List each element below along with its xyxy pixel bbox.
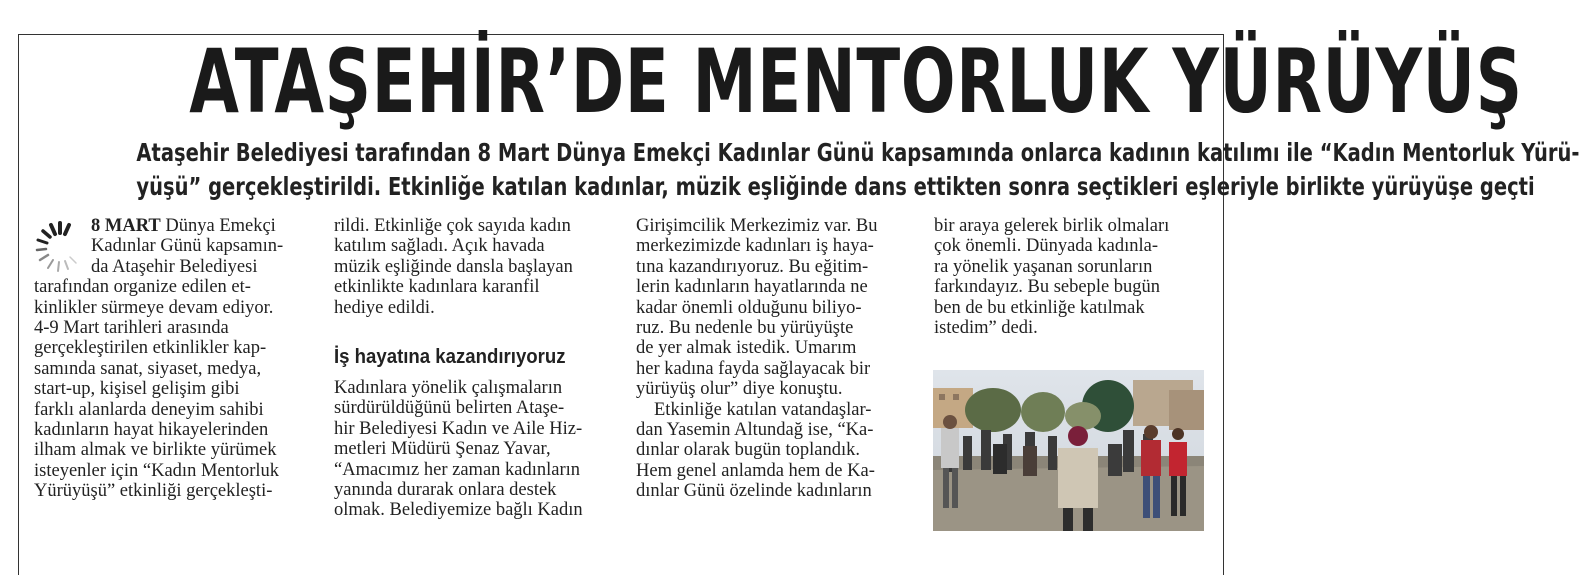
headline: ATAŞEHİR’DE MENTORLUK YÜRÜYÜŞ bbox=[189, 30, 1523, 133]
column-2-line: hediye edildi. bbox=[334, 297, 435, 318]
column-1-line: kadınların hayat hikayelerinden bbox=[34, 420, 269, 441]
column-1-line: Kadınlar Günü kapsamın- bbox=[91, 236, 284, 257]
column-4-line: bir araya gelerek birlik olmaları bbox=[934, 216, 1170, 236]
column-4-line: istedim” dedi. bbox=[934, 318, 1038, 339]
column-1-line: farklı alanlarda deneyim sahibi bbox=[34, 399, 264, 420]
column-4-line: farkındayız. Bu sebeple bugün bbox=[934, 277, 1161, 298]
column-3-line: Girişimcilik Merkezimiz var. Bu bbox=[636, 216, 878, 236]
column-2-line: “Amacımız her zaman kadınların bbox=[334, 459, 581, 480]
column-3-line: tına kazandırıyoruz. Bu eğitim- bbox=[636, 256, 869, 277]
column-3-line: dınlar Günü özelinde kadınların bbox=[636, 481, 872, 502]
column-2-line: sürdürüldüğünü belirten Ataşe- bbox=[334, 398, 565, 419]
column-2-line: Kadınlara yönelik çalışmaların bbox=[334, 378, 563, 398]
column-1-line: Yürüyüşü” etkinliği gerçekleşti- bbox=[34, 481, 273, 502]
column-3-line: merkezimizde kadınları iş haya- bbox=[636, 236, 874, 257]
column-2-line: rildi. Etkinliğe çok sayıda kadın bbox=[334, 216, 571, 236]
column-2-line: hir Belediyesi Kadın ve Aile Hiz- bbox=[334, 418, 583, 439]
section-subheading: İş hayatına kazandırıyoruz bbox=[334, 346, 566, 368]
column-4-line: ra yönelik yaşanan sorunların bbox=[934, 256, 1153, 277]
column-4-line: çok önemli. Dünyada kadınla- bbox=[934, 236, 1158, 257]
event-photo bbox=[933, 370, 1204, 531]
column-1-line: 4-9 Mart tarihleri arasında bbox=[34, 318, 229, 339]
column-3-line: kadar önemli olduğunu biliyo- bbox=[636, 297, 862, 318]
column-3-line: dan Yasemin Altundağ ise, “Ka- bbox=[636, 420, 874, 441]
column-1-line: start-up, kişisel gelişim gibi bbox=[34, 379, 240, 400]
column-2-line: olmak. Belediyemize bağlı Kadın bbox=[334, 500, 583, 521]
column-3-line: dınlar olarak bugün toplandık. bbox=[636, 440, 861, 461]
column-3-line: ruz. Bu nedenle bu yürüyüşte bbox=[636, 318, 854, 339]
column-1 bbox=[34, 216, 312, 502]
column-1-line: isteyenler için “Kadın Mentorluk bbox=[34, 460, 280, 481]
column-2-line: metleri Müdürü Şenaz Yavar, bbox=[334, 439, 551, 460]
column-3-line: Hem genel anlamda hem de Ka- bbox=[636, 460, 875, 481]
column-1-line: da Ataşehir Belediyesi bbox=[91, 256, 258, 277]
subhead-line-1: Ataşehir Belediyesi tarafından 8 Mart Dünya Emekçi Kadınlar Günü kapsamında onlarca kadının katılımı ile “Kadın Mentorluk Yürü- bbox=[136, 138, 1579, 167]
column-4-line: ben de bu etkinliğe katılmak bbox=[934, 297, 1145, 318]
column-3 bbox=[636, 216, 916, 502]
column-2-bottom bbox=[334, 378, 616, 521]
column-3-line: Etkinliğe katılan vatandaşlar- bbox=[654, 399, 872, 420]
column-2-line: katılım sağladı. Açık havada bbox=[334, 236, 545, 257]
column-3-line: her kadına fayda sağlayacak bir bbox=[636, 358, 871, 379]
column-3-line: de yer almak istedik. Umarım bbox=[636, 338, 857, 359]
column-2-line: müzik eşliğinde dansla başlayan bbox=[334, 256, 573, 277]
column-2-line: yanında durarak onlara destek bbox=[334, 480, 557, 501]
subhead-line-2: yüşü” gerçekleştirildi. Etkinliğe katılan kadınlar, müzik eşliğinde dans ettikten sonra seçtikleri eşleriyle birlikte yürüyüşe geçti bbox=[136, 172, 1535, 201]
column-2-top bbox=[334, 216, 616, 318]
column-1-line: ilham almak ve birlikte yürümek bbox=[34, 440, 277, 461]
column-3-line: yürüyüş olur” diye konuştu. bbox=[636, 379, 843, 400]
column-1-line: kinlikler sürmeye devam ediyor. bbox=[34, 297, 274, 318]
column-1-line: samında sanat, siyaset, medya, bbox=[34, 358, 262, 379]
kicker: 8 MART bbox=[91, 216, 161, 236]
column-3-line: lerin kadınların hayatlarında ne bbox=[636, 277, 868, 298]
column-4 bbox=[934, 216, 1212, 338]
column-1-line-1: 8 MART Dünya Emekçi bbox=[91, 216, 276, 236]
column-1-line: gerçekleştirilen etkinlikler kap- bbox=[34, 338, 267, 359]
column-2-line: etkinlikte kadınlara karanfil bbox=[334, 277, 540, 298]
column-1-line: tarafından organize edilen et- bbox=[34, 277, 251, 298]
